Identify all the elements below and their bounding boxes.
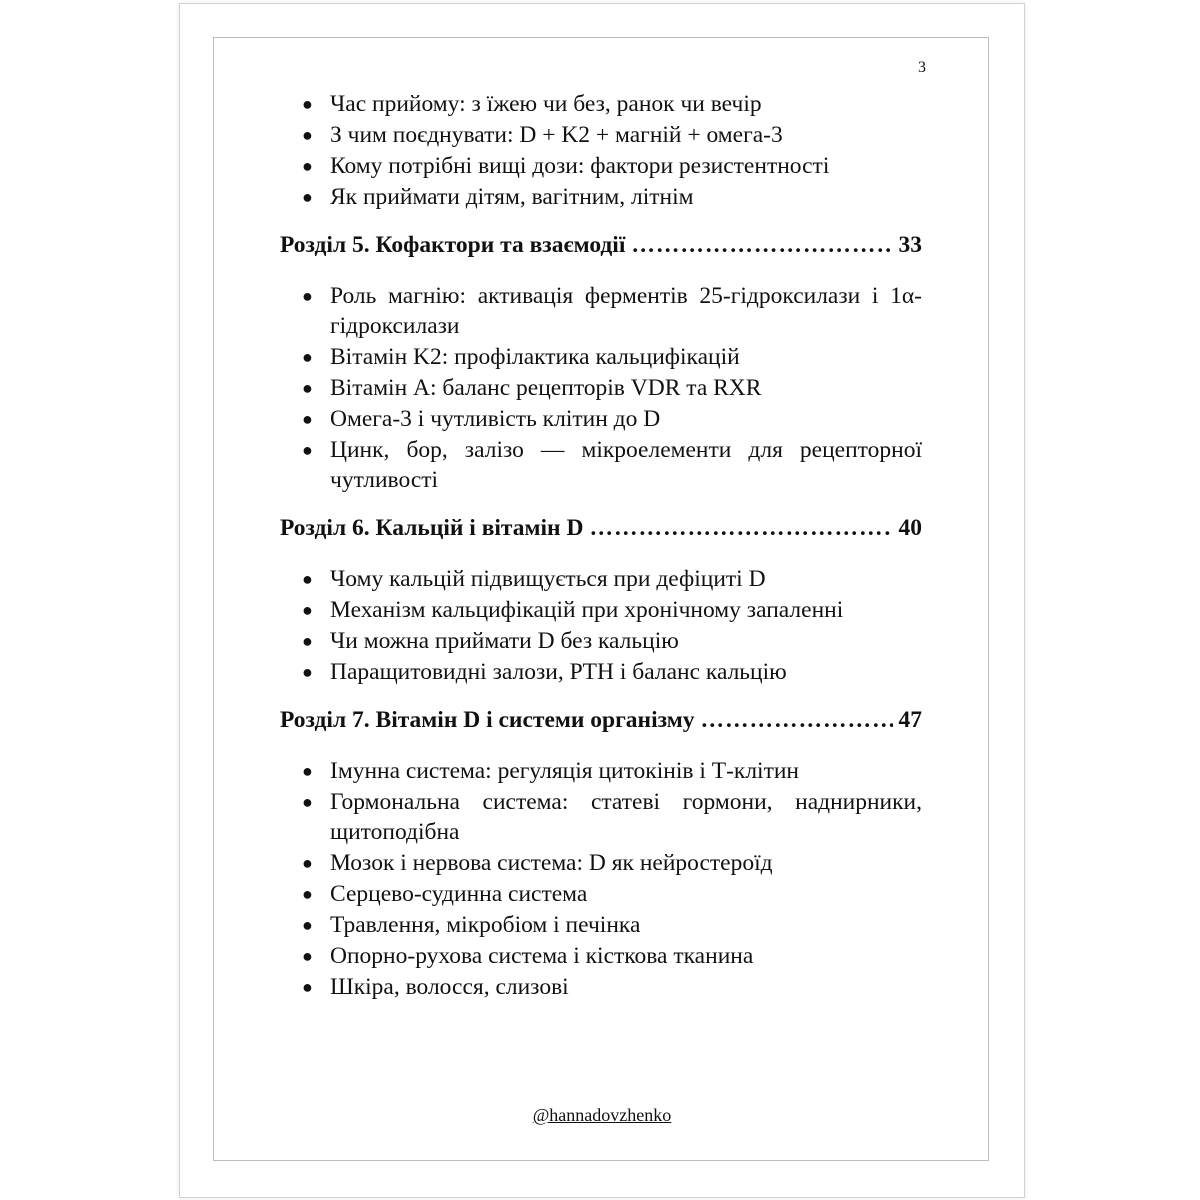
list-item: ● Чи можна приймати D без кальцію [302,628,679,654]
list-item: ● Імунна система: регуляція цитокінів і Т-клітин [302,758,800,784]
list-item: ● Цинк, бор, залізо — мікроелементи для рецепторної чутливості [302,437,922,493]
list-item: ● З чим поєднувати: D + K2 + магній + омега-3 [302,122,783,148]
bullet-icon: ● [302,600,313,620]
list-item: ● Час прийому: з їжею чи без, ранок чи вечір [302,91,762,117]
list-item: ● Кому потрібні вищі дози: фактори резистентності [302,153,830,179]
bullet-icon: ● [302,125,313,145]
bullet-icon: ● [302,156,313,176]
list-item: ● Омега-3 і чутливість клітин до D [302,406,661,432]
section-title: Розділ 5. Кофактори та взаємодії [280,232,626,258]
dot-leader [700,705,892,735]
list-item: ● Серцево-судинна система [302,881,588,907]
bullet-icon: ● [302,440,313,460]
bullet-icon: ● [302,946,313,966]
bullet-icon: ● [302,409,313,429]
list-item: ● Травлення, мікробіом і печінка [302,912,641,938]
intro-bullet-list [280,89,922,212]
list-item: ● Чому кальцій підвищується при дефіциті D [302,566,766,592]
section-7-bullet-list [280,756,922,1002]
bullet-icon: ● [302,761,313,781]
section-5-bullet-list [280,281,922,495]
dot-leader [631,230,892,260]
toc-content [280,89,922,1003]
toc-entry-section-6[interactable] [280,513,922,543]
bullet-icon: ● [302,378,313,398]
section-page-number: 33 [898,232,922,258]
bullet-icon: ● [302,94,313,114]
bullet-icon: ● [302,915,313,935]
bullet-icon: ● [302,631,313,651]
list-item: ● Мозок і нервова система: D як нейростероїд [302,850,773,876]
bullet-icon: ● [302,347,313,367]
list-item: ● Паращитовидні залози, PTH і баланс кальцію [302,659,787,685]
list-item: ● Роль магнію: активація ферментів 25-гідроксилази і 1α-гідроксилази [302,283,922,339]
page-footer [180,1105,1024,1126]
toc-entry-section-5[interactable] [280,230,922,260]
list-item: ● Опорно-рухова система і кісткова тканина [302,943,754,969]
dot-leader [589,513,892,543]
list-item: ● Вітамін K2: профілактика кальцифікацій [302,344,740,370]
document-page [179,3,1025,1198]
list-item: ● Шкіра, волосся, слизові [302,974,569,1000]
list-item: ● Вітамін A: баланс рецепторів VDR та RXR [302,375,762,401]
list-item: ● Механізм кальцифікацій при хронічному запаленні [302,597,844,623]
section-page-number: 40 [898,515,922,541]
bullet-icon: ● [302,662,313,682]
section-page-number: 47 [898,707,922,733]
author-handle-link[interactable]: @hannadovzhenko [532,1105,672,1125]
bullet-icon: ● [302,569,313,589]
bullet-icon: ● [302,853,313,873]
section-6-bullet-list [280,564,922,687]
bullet-icon: ● [302,792,313,812]
bullet-icon: ● [302,187,313,207]
bullet-icon: ● [302,286,313,306]
page-number: 3 [918,59,926,76]
section-title: Розділ 6. Кальцій і вітамін D [280,515,584,541]
toc-entry-section-7[interactable] [280,705,922,735]
list-item: ● Як приймати дітям, вагітним, літнім [302,184,694,210]
list-item: ● Гормональна система: статеві гормони, наднирники, щитоподібна [302,789,922,845]
bullet-icon: ● [302,977,313,997]
section-title: Розділ 7. Вітамін D і системи організму [280,707,695,733]
bullet-icon: ● [302,884,313,904]
